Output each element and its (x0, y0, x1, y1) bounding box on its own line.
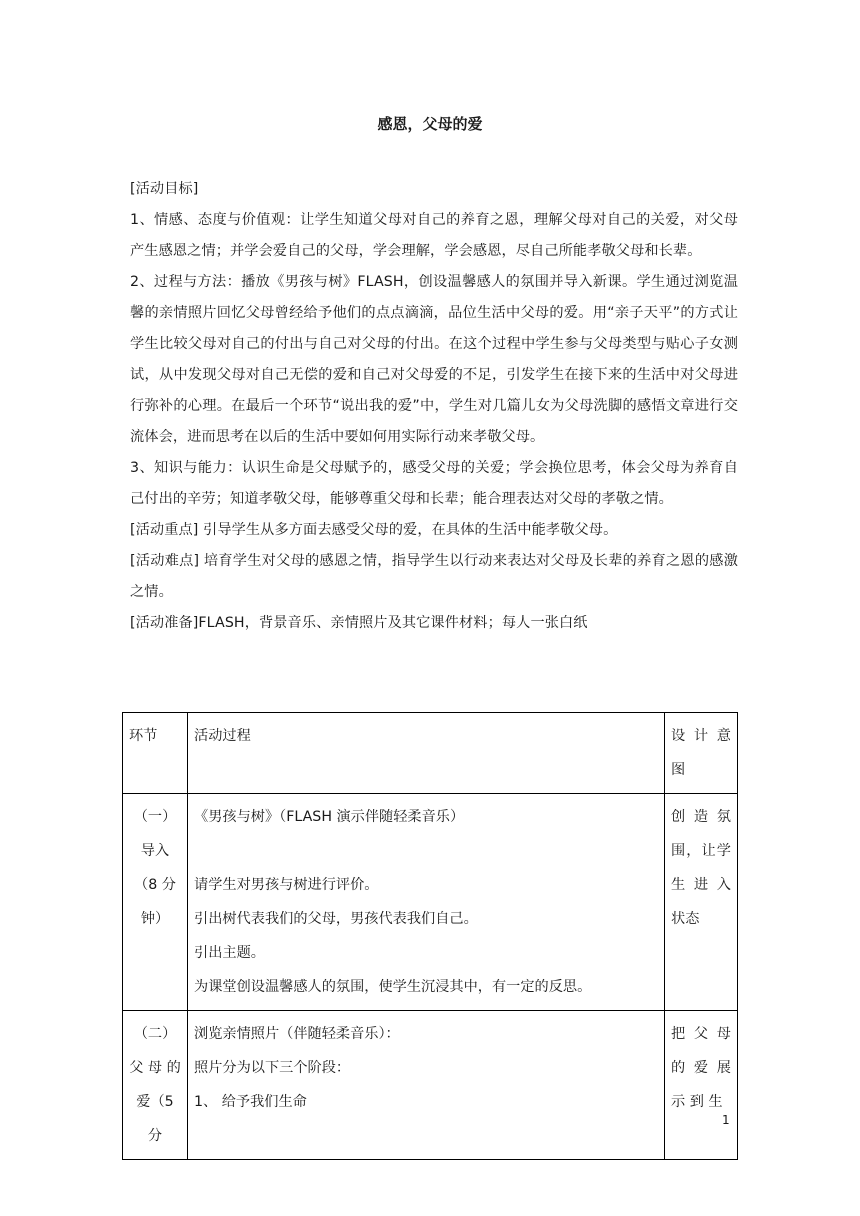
intent-line: 围，让学 (671, 843, 731, 859)
stage-line: 父 母 的 (129, 1060, 181, 1076)
process-line: 1、 给予我们生命 (194, 1094, 307, 1110)
process-line: 请学生对男孩与树进行评价。 (194, 877, 379, 893)
process-line: 引出主题。 (194, 945, 265, 961)
header-process: 活动过程 (188, 713, 665, 794)
intent-line: 状态 (671, 911, 700, 927)
document-body (130, 174, 738, 639)
table-row (123, 794, 738, 1011)
activity-table (122, 712, 738, 1160)
header-intent-line: 设 计 意 (671, 728, 731, 744)
stage-line: 爱（5 分 (136, 1094, 174, 1144)
stage-cell (123, 1011, 188, 1160)
process-cell (188, 1011, 665, 1160)
stage-line: 钟） (140, 911, 170, 927)
paragraph-goal-2: 2、过程与方法：播放《男孩与树》FLASH，创设温馨感人的氛围并导入新课。学生通过浏览温馨的亲情照片回忆父母曾经给予他们的点点滴滴，品位生活中父母的爱。用“亲子天平”的方式让学生比较父母对自己的付出与自己对父母的付出。在这个过程中学生参与父母类型与贴心子女测试，从中发现父母对自己无偿的爱和自己对父母爱的不足，引发学生在接下来的生活中对父母进行弥补的心理。在最后一个环节“说出我的爱”中，学生对几篇儿女为父母洗脚的感悟文章进行交流体会，进而思考在以后的生活中要如何用实际行动来孝敬父母。 (130, 274, 738, 445)
process-line: 照片分为以下三个阶段： (194, 1060, 351, 1076)
stage-line: 导入 (140, 843, 170, 859)
intent-line: 把 父 母 (671, 1026, 731, 1042)
stage-cell (123, 794, 188, 1011)
header-stage: 环节 (123, 713, 188, 794)
intent-line: 示 到 生 (671, 1094, 723, 1110)
page-number: 1 (722, 1113, 730, 1127)
intent-line: 的 爱 展 (671, 1060, 731, 1076)
header-intent-line: 图 (671, 762, 686, 778)
stage-line: （一） (133, 809, 177, 825)
table-header-row (123, 713, 738, 794)
intent-cell (665, 1011, 738, 1160)
intent-cell (665, 794, 738, 1011)
paragraph-preparation: [活动准备]FLASH，背景音乐、亲情照片及其它课件材料；每人一张白纸 (130, 615, 588, 631)
process-line: 引出树代表我们的父母，男孩代表我们自己。 (194, 911, 478, 927)
process-line: 为课堂创设温馨感人的氛围，使学生沉浸其中，有一定的反思。 (194, 979, 592, 995)
header-intent (665, 713, 738, 794)
table-row (123, 1011, 738, 1160)
stage-line: （二） (133, 1026, 177, 1042)
document-title: 感恩，父母的爱 (377, 115, 483, 133)
paragraph-goal-3: 3、知识与能力：认识生命是父母赋予的，感受父母的关爱；学会换位思考，体会父母为养育自己付出的辛劳；知道孝敬父母，能够尊重父母和长辈；能合理表达对父母的孝敬之情。 (130, 460, 738, 507)
stage-line: （8 分 (134, 877, 176, 893)
intent-line: 创 造 氛 (671, 809, 731, 825)
process-line: 《男孩与树》（FLASH 演示伴随轻柔音乐） (194, 809, 465, 825)
process-line: 浏览亲情照片（伴随轻柔音乐）： (194, 1026, 400, 1042)
section-heading-goals: [活动目标] (130, 181, 199, 197)
intent-line: 生 进 入 (671, 877, 731, 893)
process-cell (188, 794, 665, 1011)
paragraph-goal-1: 1、情感、态度与价值观：让学生知道父母对自己的养育之恩，理解父母对自己的关爱，对父母产生感恩之情；并学会爱自己的父母，学会理解，学会感恩，尽自己所能孝敬父母和长辈。 (130, 212, 738, 259)
process-line (194, 834, 658, 868)
paragraph-key-point: [活动重点] 引导学生从多方面去感受父母的爱，在具体的生活中能孝敬父母。 (130, 522, 618, 538)
paragraph-difficulty: [活动难点] 培育学生对父母的感恩之情，指导学生以行动来表达对父母及长辈的养育之恩的感激之情。 (130, 553, 738, 600)
